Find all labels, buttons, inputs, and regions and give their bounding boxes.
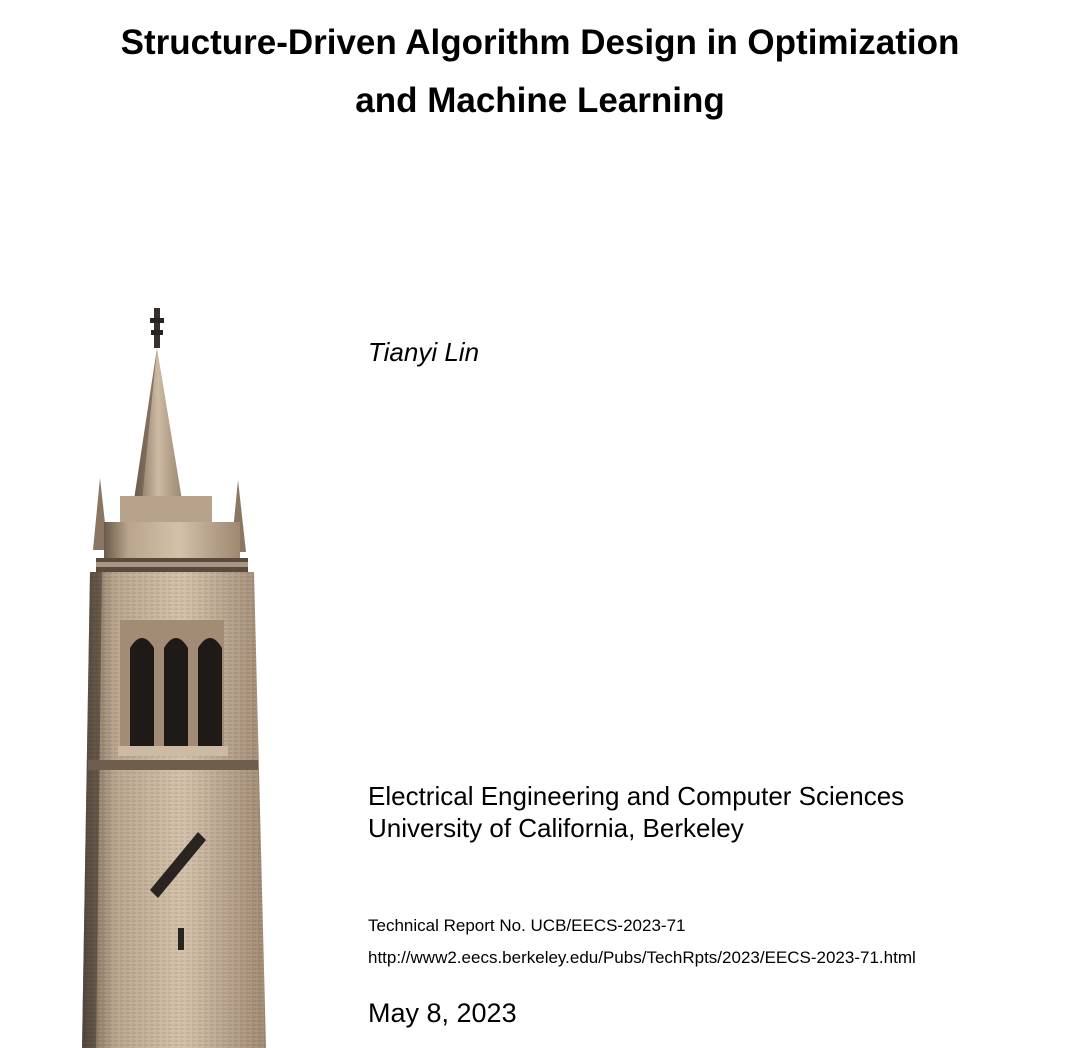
report-info (368, 910, 916, 974)
tower-finial (150, 308, 164, 348)
report-number: Technical Report No. UCB/EECS-2023-71 (368, 916, 686, 935)
report-date: May 8, 2023 (368, 998, 517, 1028)
department-name: Electrical Engineering and Computer Sciences (368, 781, 905, 811)
belfry-openings (118, 620, 228, 756)
report-url[interactable]: http://www2.eecs.berkeley.edu/Pubs/TechRpts/2023/EECS-2023-71.html (368, 948, 916, 967)
title-line-1: Structure-Driven Algorithm Design in Optimization (120, 23, 960, 62)
title-line-2: and Machine Learning (355, 81, 725, 120)
sather-tower-image (60, 300, 290, 1048)
department-block (368, 780, 904, 844)
author-name: Tianyi Lin (368, 337, 480, 367)
report-title (40, 14, 1040, 130)
university-name: University of California, Berkeley (368, 813, 744, 843)
